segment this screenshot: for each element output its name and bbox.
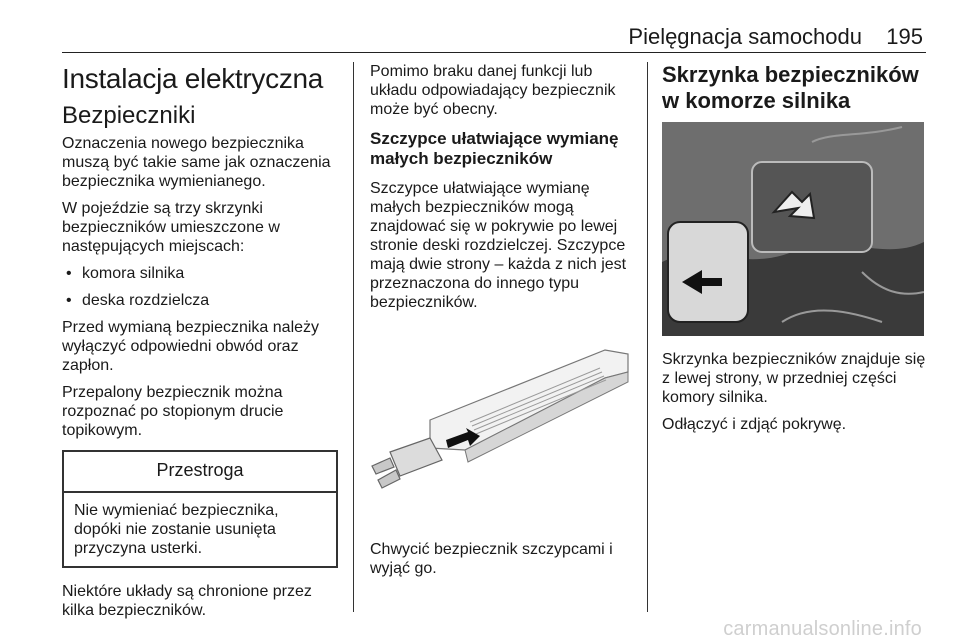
paragraph: Szczypce ułatwiające wymianę małych bezpieczników mogą znajdować się w pokrywie po lewej stronie deski rozdzielczej. Szczypce mają dwie strony – każda z nich jest przeznaczona do innego typu bezpieczników. — [370, 180, 627, 311]
running-header-title: Pielęgnacja samochodu — [628, 24, 862, 49]
paragraph: Odłączyć i zdjąć pokrywę. — [662, 416, 847, 433]
paragraph: Niektóre układy są chronione przez kilka bezpieczników. — [62, 583, 312, 619]
column-divider-2 — [647, 62, 648, 612]
column-1 — [62, 62, 342, 628]
figure-caption: Chwycić bezpiecznik szczypcami i wyjąć go. — [370, 541, 613, 577]
section-title: Instalacja elektryczna — [62, 63, 324, 94]
fuse-puller-illustration — [370, 340, 632, 515]
list-item: • deska rozdzielcza — [66, 292, 210, 309]
list-item: • komora silnika — [66, 265, 185, 282]
column-3 — [662, 62, 930, 118]
column-divider-1 — [353, 62, 354, 612]
engine-compartment-photo — [662, 122, 924, 336]
column-2 — [370, 62, 638, 320]
paragraph: Pomimo braku danej funkcji lub układu odpowiadający bezpiecznik może być obecny. — [370, 63, 616, 118]
warning-title: Przestroga — [64, 452, 336, 493]
paragraph: Skrzynka bezpieczników znajduje się z lewej strony, w przedniej części komory silnika. — [662, 351, 926, 406]
subheading: Szczypce ułatwiające wymianę małych bezpieczników — [370, 129, 619, 168]
paragraph: Oznaczenia nowego bezpiecznika muszą być takie same jak oznaczenia bezpiecznika wymienianego. — [62, 135, 331, 190]
bullet-icon: • — [66, 292, 72, 309]
bullet-icon: • — [66, 265, 72, 282]
watermark: carmanualsonline.info — [723, 618, 922, 640]
paragraph: Przepalony bezpiecznik można rozpoznać po stopionym drucie topikowym. — [62, 384, 284, 439]
page-number: 195 — [886, 24, 923, 49]
subsection-title: Skrzynka bezpieczników w komorze silnika — [662, 62, 919, 113]
warning-body: Nie wymieniać bezpiecznika, dopóki nie zostanie usunięta przyczyna usterki. — [74, 502, 279, 557]
paragraph: W pojeździe są trzy skrzynki bezpieczników umieszczone w następujących miejscach: — [62, 200, 280, 255]
column-3-text — [662, 350, 930, 442]
warning-box — [62, 450, 338, 568]
location-list — [62, 264, 342, 310]
paragraph: Przed wymianą bezpiecznika należy wyłączyć odpowiedni obwód oraz zapłon. — [62, 319, 320, 374]
header-rule — [62, 52, 926, 53]
subsection-title: Bezpieczniki — [62, 102, 196, 129]
figure-caption-block — [370, 540, 638, 586]
